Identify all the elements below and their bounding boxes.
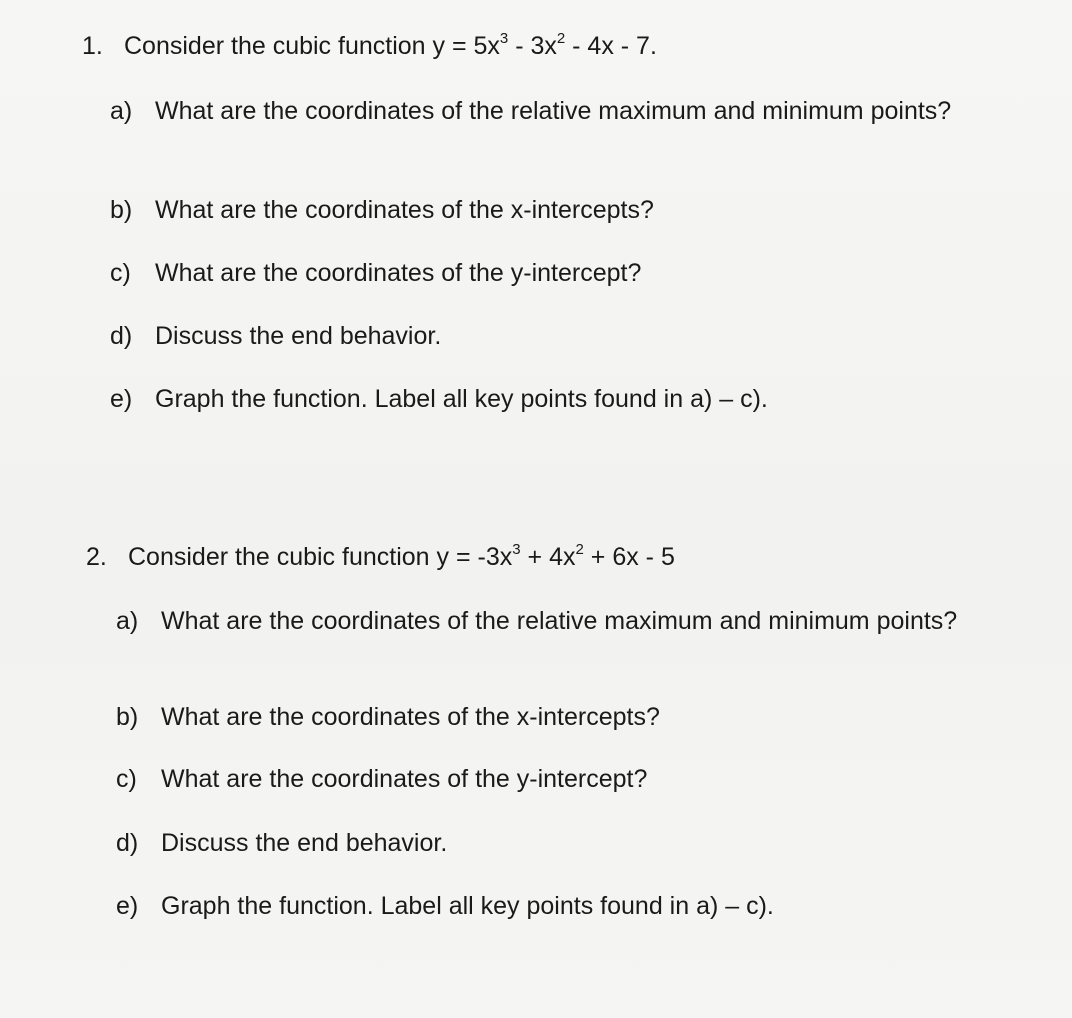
stem-text: Consider the cubic function y = -3x [128, 543, 513, 571]
part-letter: c) [116, 765, 137, 793]
part-letter: a) [110, 97, 133, 125]
problem-2-stem [86, 541, 675, 573]
part-text: What are the coordinates of the y-intercept? [155, 259, 642, 287]
part-letter: d) [116, 829, 139, 857]
part-letter: b) [110, 196, 133, 224]
exponent: 3 [512, 540, 521, 558]
exponent: 2 [575, 540, 584, 558]
problem-number: 1. [82, 32, 103, 60]
exponent: 3 [499, 29, 509, 47]
exponent: 2 [556, 29, 566, 47]
stem-term: + 6x - 5 [583, 543, 675, 571]
part-text: Discuss the end behavior. [155, 322, 442, 350]
stem-term: - 3x [508, 32, 557, 60]
part-letter: b) [116, 703, 139, 731]
part-text: What are the coordinates of the relative maximum and minimum points? [161, 607, 958, 635]
part-letter: a) [116, 607, 139, 635]
part-text: Discuss the end behavior. [161, 829, 448, 857]
stem-text: Consider the cubic function y = 5x [124, 32, 500, 60]
part-text: What are the coordinates of the relative maximum and minimum points? [155, 97, 952, 125]
part-letter: e) [116, 892, 139, 920]
part-letter: c) [110, 259, 131, 287]
part-letter: e) [110, 385, 133, 413]
part-text: What are the coordinates of the x-intercepts? [155, 196, 654, 224]
part-letter: d) [110, 322, 133, 350]
part-text: Graph the function. Label all key points found in a) – c). [161, 892, 774, 920]
problem-1-stem [82, 30, 657, 62]
stem-term: + 4x [520, 543, 576, 571]
part-text: What are the coordinates of the x-intercepts? [161, 703, 660, 731]
part-text: Graph the function. Label all key points found in a) – c). [155, 385, 768, 413]
part-text: What are the coordinates of the y-intercept? [161, 765, 648, 793]
problem-number: 2. [86, 543, 107, 571]
stem-term: - 4x - 7. [565, 32, 657, 60]
